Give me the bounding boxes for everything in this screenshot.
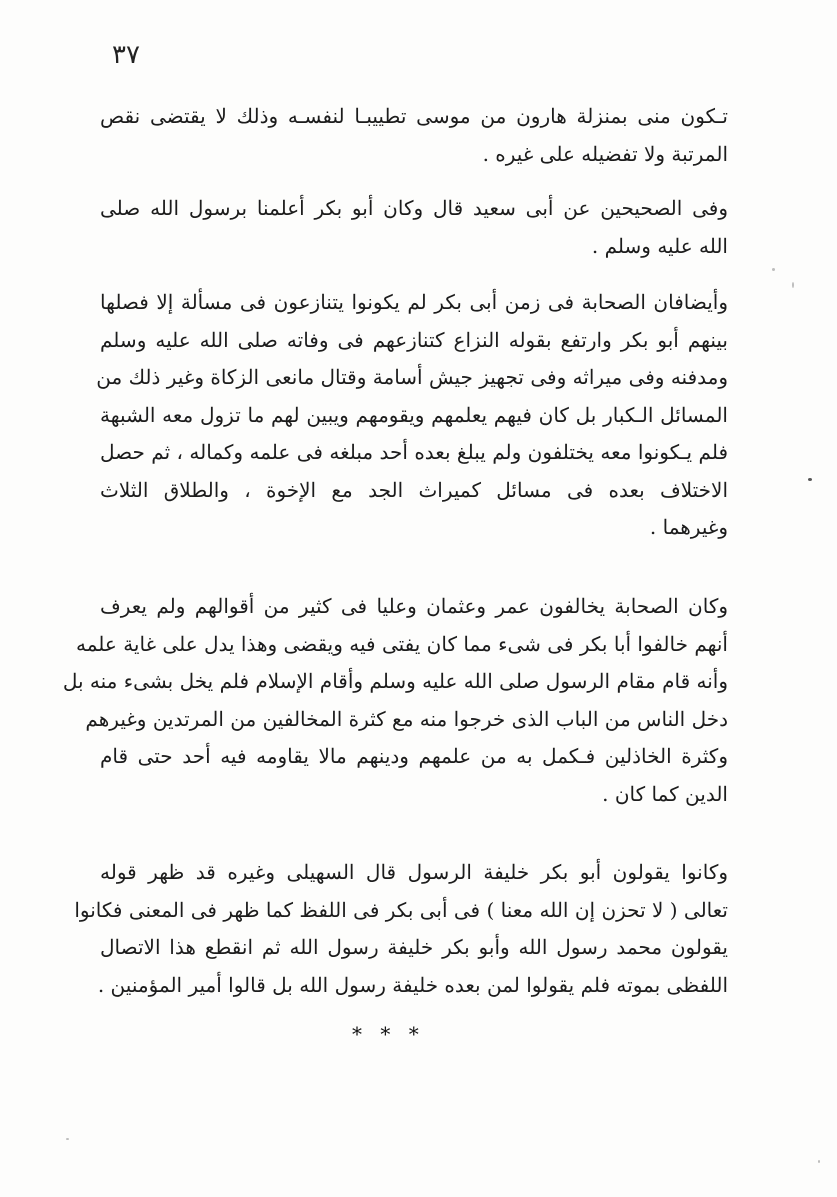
paragraph-line: الله عليه وسلم . xyxy=(591,233,728,258)
paragraph-line: وأيضافان الصحابة فى زمن أبى بكر لم يكونوا يتنازعون فى مسألة إلا فصلها xyxy=(100,290,728,314)
paragraph-line: اللفظى بموته فلم يقولوا لمن بعده خليفة رسول الله بل قالوا أمير المؤمنين . xyxy=(97,972,728,997)
paragraph-5 xyxy=(74,854,728,1004)
paragraph-1 xyxy=(100,98,728,173)
scan-speck xyxy=(808,478,812,481)
paragraph-line: تـكون منى بمنزلة هارون من موسى تطييبـا لنفسـه وذلك لا يقتضى نقص xyxy=(100,104,728,128)
paragraph-line: دخل الناس من الباب الذى خرجوا منه مع كثرة المخالفين من المرتدين وغيرهم xyxy=(85,706,728,731)
paragraph-line: ومدفنه وفى ميراثه وفى تجهيز جيش أسامة وقتال مانعى الزكاة وغير ذلك من xyxy=(96,365,728,389)
paragraph-line: أنهم خالفوا أبا بكر فى شىء مما كان يفتى فيه ويقضى وهذا يدل على غاية علمه xyxy=(76,631,728,656)
scan-speck xyxy=(792,282,794,288)
paragraph-line: وفى الصحيحين عن أبى سعيد قال وكان أبو بكر أعلمنا برسول الله صلى xyxy=(100,196,728,220)
paragraph-line: وغيرهما . xyxy=(649,515,728,539)
paragraph-line: الاختلاف بعده فى مسائل كميراث الجد مع الإخوة ، والطلاق الثلاث xyxy=(100,477,728,502)
paragraph-line: المرتبة ولا تفضيله على غيره . xyxy=(482,141,728,166)
paragraph-line: فلم يـكونوا معه يختلفون ولم يبلغ بعده أحد مبلغه فى علمه وكماله ، ثم حصل xyxy=(100,440,728,464)
scan-speck xyxy=(66,1138,69,1140)
paragraph-line: يقولون محمد رسول الله وأبو بكر خليفة رسول الله ثم انقطع هذا الاتصال xyxy=(100,935,728,959)
section-end-ornament: * * * xyxy=(352,1022,425,1046)
paragraph-line: الدين كما كان . xyxy=(602,781,728,806)
paragraph-4 xyxy=(62,588,728,813)
page-number: ٣٧ xyxy=(112,40,140,70)
scan-speck xyxy=(772,268,775,271)
paragraph-line: بينهم أبو بكر وارتفع بقوله النزاع كتنازعهم فى وفاته صلى الله عليه وسلم xyxy=(100,327,728,352)
paragraph-line: وكثرة الخاذلين فـكمل به من علمهم ودينهم مالا يقاومه فيه أحد حتى قام xyxy=(100,744,728,768)
scan-speck xyxy=(818,1160,820,1163)
paragraph-line: المسائل الـكبار بل كان فيهم يعلمهم ويقومهم ويبين لهم ما تزول معه الشبهة xyxy=(100,402,728,427)
paragraph-line: وكانوا يقولون أبو بكر خليفة الرسول قال السهيلى وغيره قد ظهر قوله xyxy=(100,860,728,884)
paragraph-2 xyxy=(100,190,728,265)
paragraph-3 xyxy=(96,284,728,547)
paragraph-line: وكان الصحابة يخالفون عمر وعثمان وعليا فى كثير من أقوالهم ولم يعرف xyxy=(100,594,728,618)
paragraph-line: وأنه قام مقام الرسول صلى الله عليه وسلم وأقام الإسلام فلم يخل بشىء منه بل xyxy=(62,669,728,693)
paragraph-line: تعالى ( لا تحزن إن الله معنا ) فى أبى بكر فى اللفظ كما ظهر فى المعنى فكانوا xyxy=(74,897,728,922)
